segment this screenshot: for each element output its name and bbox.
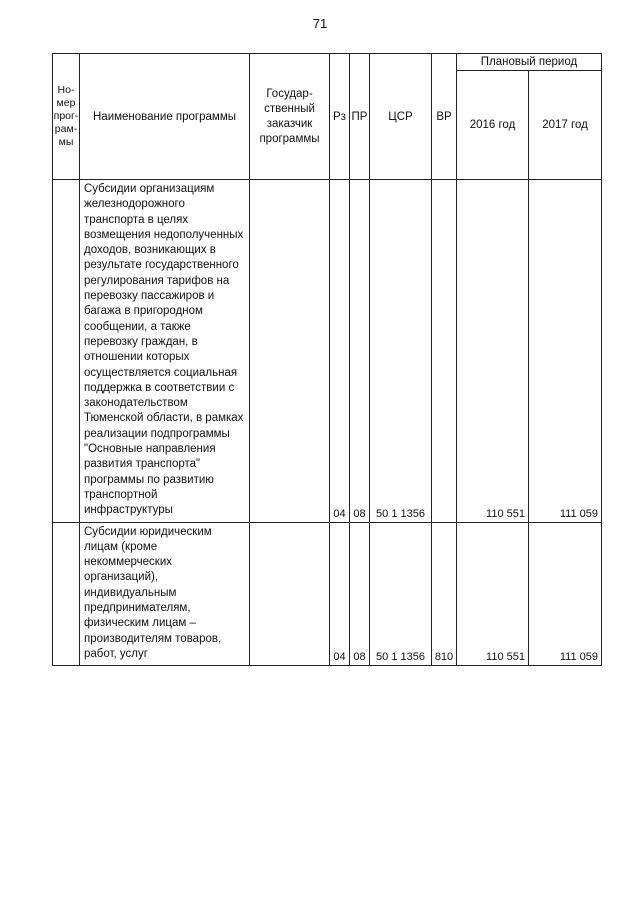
header-rz: Рз: [330, 54, 350, 180]
row-2016: 110 551: [457, 522, 529, 666]
header-year-2017: 2017 год: [529, 71, 602, 180]
row-rz: 04: [330, 180, 350, 523]
row-pr: 08: [350, 180, 370, 523]
row-name: Субсидии юридическим лицам (кроме некоммерческих организаций), индивидуальным предпринимателям, физическим лицам – производителям товаров, работ, услуг: [80, 522, 250, 666]
row-customer: [250, 180, 330, 523]
row-csr: 50 1 1356: [370, 522, 432, 666]
header-row-top: [53, 54, 602, 71]
header-csr: ЦСР: [370, 54, 432, 180]
page-number: 71: [312, 16, 328, 31]
row-number: [53, 180, 80, 523]
header-vr: ВР: [432, 54, 457, 180]
row-pr: 08: [350, 522, 370, 666]
row-rz: 04: [330, 522, 350, 666]
row-csr: 50 1 1356: [370, 180, 432, 523]
row-name: Субсидии организациям железнодорожного транспорта в целях возмещения недополученных доходов, возникающих в результате государственного регулирования тарифов на перевозку пассажиров и багажа в пригородном сообщении, а также перевозку граждан, в отношении которых осуществляется социальная поддержка в соответствии с законодательством Тюменской области, в рамках реализации подпрограммы "Основные направления развития транспорта" программы по развитию транспортной инфраструктуры: [80, 180, 250, 523]
header-number: Но-мер прог-рам-мы: [53, 54, 80, 180]
header-pr: ПР: [350, 54, 370, 180]
row-2017: 111 059: [529, 522, 602, 666]
header-year-2016: 2016 год: [457, 71, 529, 180]
row-vr: 810: [432, 522, 457, 666]
header-name: Наименование программы: [80, 54, 250, 180]
budget-table: [52, 53, 602, 666]
table-row: [53, 180, 602, 523]
row-2016: 110 551: [457, 180, 529, 523]
header-plan-period: Плановый период: [457, 54, 602, 71]
table-row: [53, 522, 602, 666]
row-vr: [432, 180, 457, 523]
row-customer: [250, 522, 330, 666]
header-customer: Государ-ственный заказчик программы: [250, 54, 330, 180]
row-2017: 111 059: [529, 180, 602, 523]
row-number: [53, 522, 80, 666]
